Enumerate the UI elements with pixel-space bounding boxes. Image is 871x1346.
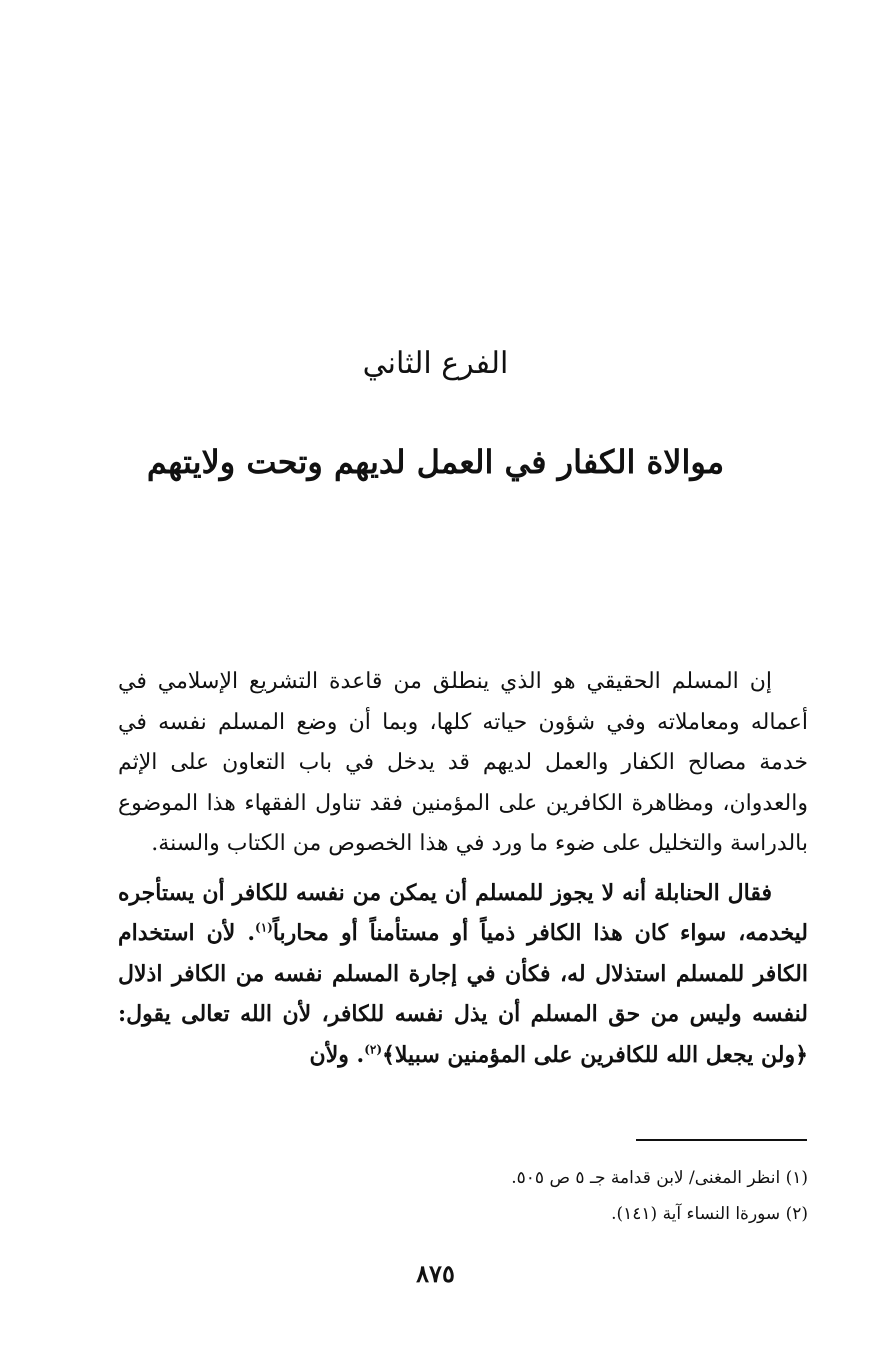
footnote: (٢) سورةا النساء آية (١٤١).: [611, 1204, 808, 1224]
section-title: موالاة الكفار في العمل لديهم وتحت ولايتهم: [146, 443, 725, 481]
paragraph-text: . ولأن: [309, 1041, 365, 1068]
footnote-ref: (١): [255, 920, 273, 935]
footnote-ref: (٢): [364, 1042, 383, 1057]
body-text: [118, 662, 808, 1075]
paragraph-text: . لأن استخدام الكافر للمسلم استذلال له، فكأن في إجارة المسلم نفسه من الكافر اذلال لنفسه وليس من حق المسلم أن يذل نفسه للكافر، لأن الله تعالى يقول:: [118, 920, 808, 1027]
footnote-divider: [636, 1139, 807, 1141]
paragraph-text: فقال الحنابلة أنه لا يجوز للمسلم أن يمكن من نفسه للكافر أن يستأجره ليخدمه، سواء كان هذا الكافر ذمياً أو مستأمناً أو محارباً: [118, 879, 808, 946]
section-label: الفرع الثاني: [362, 346, 509, 381]
paragraph: [118, 873, 808, 1076]
footnote: (١) انظر المغنى/ لابن قدامة جـ ٥ ص ٥٠٥.: [511, 1168, 808, 1188]
footnotes: [300, 1160, 808, 1232]
paragraph: إن المسلم الحقيقي هو الذي ينطلق من قاعدة التشريع الإسلامي في أعماله ومعاملاته وفي شؤون حياته كلها، وبما أن وضع المسلم نفسه في خدمة مصالح الكفار والعمل لديهم قد يدخل في باب التعاون على الإثم والعدوان، ومظاهرة الكافرين على المؤمنين فقد تناول الفقهاء هذا الموضوع بالدراسة والتخليل على ضوء ما ورد في هذا الخصوص من الكتاب والسنة.: [118, 669, 808, 856]
quran-verse: ﴿ولن يجعل الله للكافرين على المؤمنين سبيلا﴾: [382, 1041, 808, 1068]
page-number: ٨٧٥: [416, 1259, 455, 1288]
